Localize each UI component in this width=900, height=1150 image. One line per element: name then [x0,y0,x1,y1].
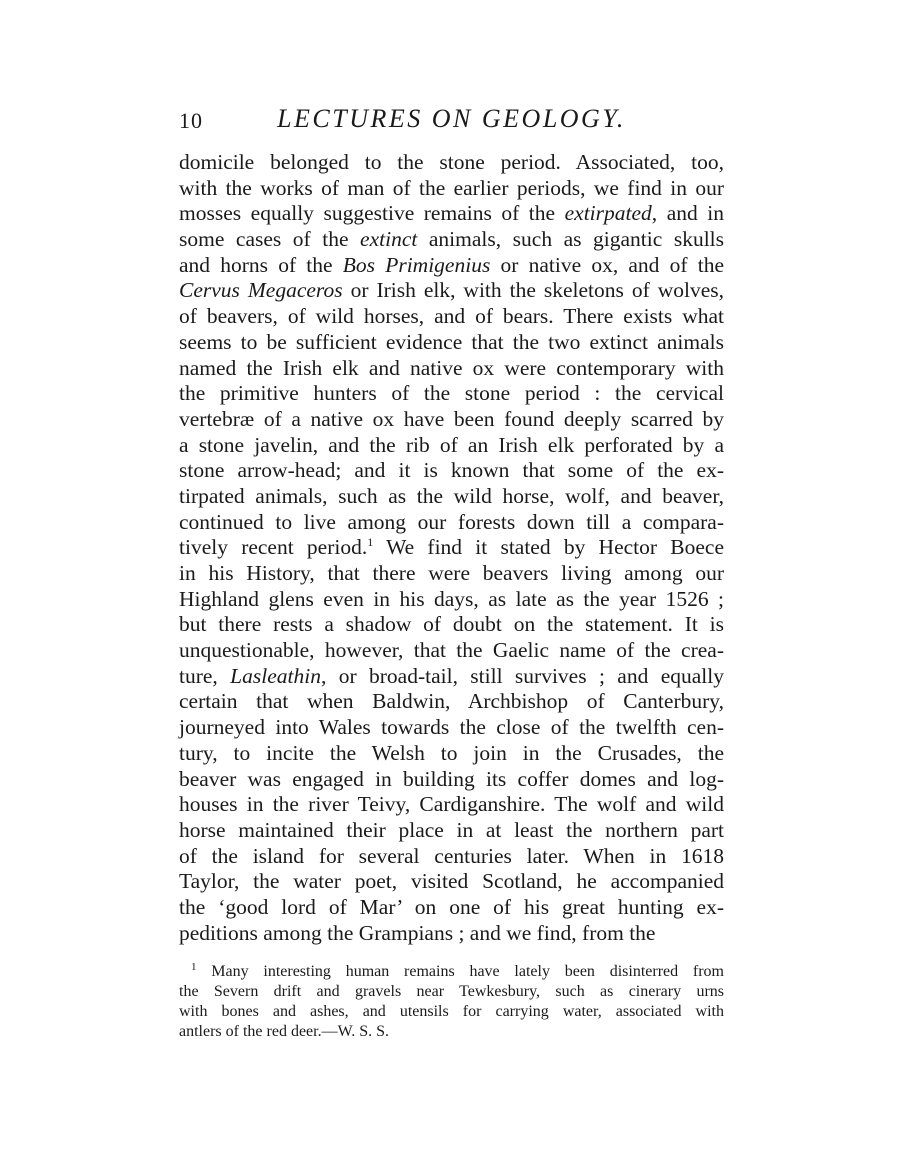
page-header [179,104,724,138]
footnote-line: with bones and ashes, and utensils for carrying water, associated with [179,1003,724,1020]
italic-term: extinct [360,227,418,252]
text-line: the ‘good lord of Mar’ on one of his great hunting ex- [179,894,724,919]
text-line: tury, to incite the Welsh to join in the Crusades, the [179,740,724,765]
text-line: certain that when Baldwin, Archbishop of Canterbury, [179,689,724,714]
text-line: beaver was engaged in building its coffer domes and log- [179,766,724,791]
text-line: mosses equally suggestive remains of the extirpated, and in [179,201,724,226]
text-line: peditions among the Grampians ; and we find, from the [179,920,656,945]
text-line: unquestionable, however, that the Gaelic name of the crea- [179,638,724,663]
italic-term: Cervus Megaceros [179,278,343,303]
footnote-line: the Severn drift and gravels near Tewkesbury, such as cinerary urns [179,983,724,1000]
text-line: Highland glens even in his days, as late as the year 1526 ; [179,586,724,611]
text-line: journeyed into Wales towards the close of the twelfth cen- [179,715,724,740]
italic-term: Bos Primigenius [342,252,491,277]
text-line: the primitive hunters of the stone period : the cervical [179,381,724,406]
text-line: domicile belonged to the stone period. Associated, too, [179,150,724,174]
italic-term: Lasleathin [230,663,321,688]
text-line: of the island for several centuries later. When in 1618 [179,843,724,868]
footnote-line: antlers of the red deer.—W. S. S. [179,1023,390,1040]
text-line: ture, Lasleathin, or broad-tail, still survives ; and equally [179,663,724,688]
text-line: horse maintained their place in at least the northern part [179,817,724,842]
text-line: stone arrow-head; and it is known that some of the ex- [179,458,724,483]
text-line: Cervus Megaceros or Irish elk, with the skeletons of wolves, [179,278,724,303]
text-line: some cases of the extinct animals, such as gigantic skulls [179,227,725,252]
footnote-marker: 1 [191,961,197,973]
text-line: named the Irish elk and native ox were contemporary with [179,355,724,380]
text-line: houses in the river Teivy, Cardiganshire. The wolf and wild [179,792,724,817]
text-line: and horns of the Bos Primigenius or native ox, and of the [179,252,724,277]
body-text [179,150,724,946]
text-line: a stone javelin, and the rib of an Irish elk perforated by a [179,432,724,457]
text-line: but there rests a shadow of doubt on the statement. It is [179,612,724,637]
text-line: tively recent period.$^1$ We find it stated by Hector Boece [179,535,724,560]
footnote-reference: 1 [367,535,374,550]
text-line: Taylor, the water poet, visited Scotland, he accompanied [179,869,724,894]
text-line: continued to live among our forests down till a compara- [179,509,724,534]
running-title: LECTURES ON GEOLOGY. [277,104,626,133]
text-line: of beavers, of wild horses, and of bears. There exists what [179,304,724,329]
footnote [179,962,724,1042]
footnote-line: $^1$ Many interesting human remains have lately been disinterred from [191,961,725,980]
text-line: tirpated animals, such as the wild horse, wolf, and beaver, [179,483,724,508]
italic-term: extirpated [564,201,652,226]
text-line: in his History, that there were beavers living among our [179,561,724,585]
page-number: 10 [179,108,203,133]
text-line: with the works of man of the earlier periods, we find in our [179,175,724,200]
text-line: seems to be sufficient evidence that the two extinct animals [179,329,724,354]
text-line: vertebræ of a native ox have been found deeply scarred by [179,406,724,431]
